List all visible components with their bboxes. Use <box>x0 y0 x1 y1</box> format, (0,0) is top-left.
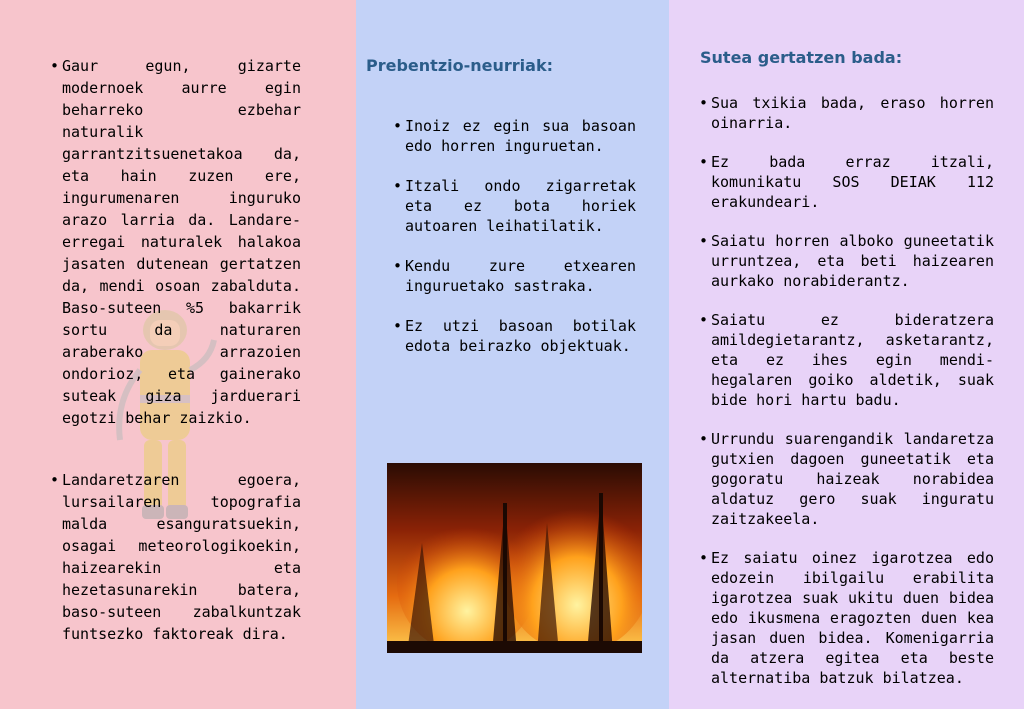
if-fire-item: • Sua txikia bada, eraso horren oinarria. <box>699 93 994 133</box>
prevention-item: • Inoiz ez egin sua basoan edo horren inguruetan. <box>393 116 636 156</box>
prevention-item: • Itzali ondo zigarretak eta ez bota horiek autoaren leihatilatik. <box>393 176 636 236</box>
forest-fire-photo <box>387 463 642 653</box>
intro-list <box>50 55 301 645</box>
prevention-item: • Ez utzi basoan botilak edota beirazko objektuak. <box>393 316 636 356</box>
intro-paragraph: • Gaur egun, gizarte modernoek aurre egin beharreko ezbehar naturalik garrantzitsuenetakoa da, eta hain zuzen ere, ingurumenaren inguruko arazo larria da. Landare-erregai naturalek halakoa jasaten dutenean gertatzen da, mendi osoan zabalduta. Baso-suteen %5 bakarrik sortu da naturaren araberako arrazoien ondorioz, eta gainerako suteak giza jarduerari egotzi behar zaizkio. <box>50 55 301 429</box>
prevention-list <box>393 116 636 356</box>
if-fire-list <box>699 93 994 688</box>
intro-paragraph: • Landaretzaren egoera, lursailaren topografia malda esanguratsuekin, osagai meteorologikoekin, haizearekin eta hezetasunarekin batera, baso-suteen zabalkuntzak funtsezko faktoreak dira. <box>50 469 301 645</box>
if-fire-item: • Ez saiatu oinez igarotzea edo edozein ibilgailu erabilita igarotzea suak ukitu duen bidea edo ikusmena eragozten duen kea jasan duen bidea. Komenigarria da atzera egitea eta beste alternatiba batzuk bilatzea. <box>699 548 994 688</box>
prevention-heading: Prebentzio-neurriak: <box>366 56 553 75</box>
if-fire-item: • Urrundu suarengandik landaretza gutxien dagoen guneetatik eta gogoratu haizeak norabidea aldatuz gero suak inguratu zaitzakeela. <box>699 429 994 529</box>
if-fire-item: • Saiatu ez bideratzera amildegietarantz, asketarantz, eta ez ihes egin mendi-hegalaren goiko aldetik, suak bide hori hartu badu. <box>699 310 994 410</box>
if-fire-item: • Saiatu horren alboko guneetatik urruntzea, eta beti haizearen aurkako norabiderantz. <box>699 231 994 291</box>
if-fire-item: • Ez bada erraz itzali, komunikatu SOS DEIAK 112 erakundeari. <box>699 152 994 212</box>
prevention-item: • Kendu zure etxearen inguruetako sastraka. <box>393 256 636 296</box>
if-fire-heading: Sutea gertatzen bada: <box>700 48 903 67</box>
panel-intro <box>0 0 356 709</box>
